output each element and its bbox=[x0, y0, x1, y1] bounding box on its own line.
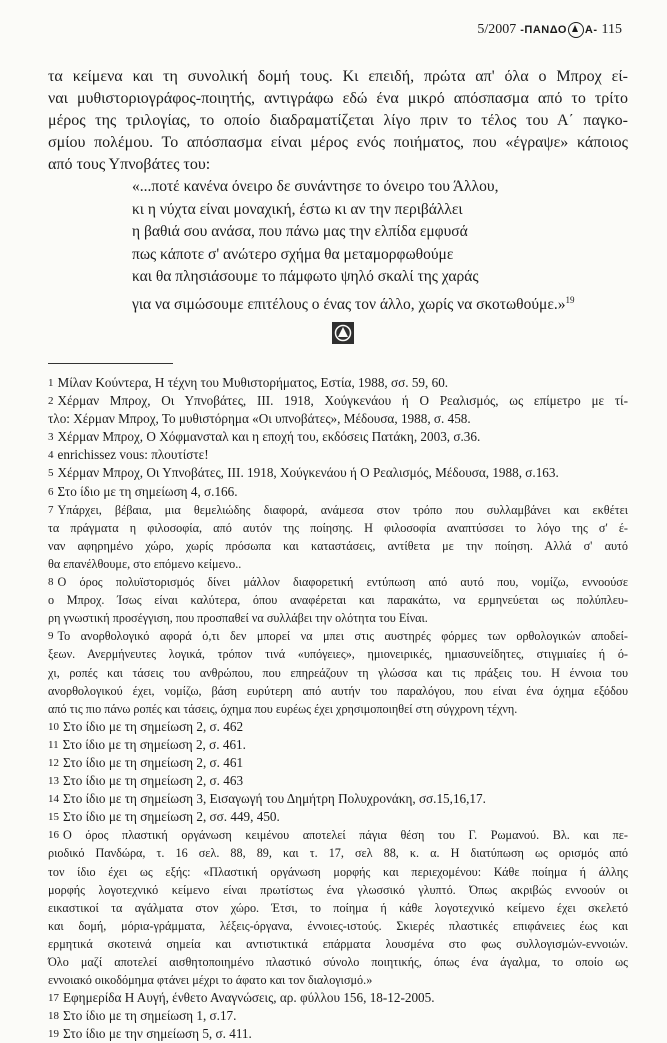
footnotes-list bbox=[48, 374, 628, 1043]
footnote-text: τλο: Χέρμαν Μπροχ, Το μυθιστόρημα «Οι υπνοβάτες», Μέδουσα, 1988, σ. 458. bbox=[48, 411, 471, 427]
footnote-line bbox=[48, 591, 628, 609]
footnote-text: Χέρμαν Μπροχ, Οι Υπνοβάτες, ΙΙΙ. 1918, Χούγκενάου ή Ο Ρεαλισμός, Μέδουσα, 1988, σ.163. bbox=[57, 465, 559, 481]
journal-title bbox=[520, 22, 597, 38]
footnote-line bbox=[48, 953, 628, 971]
running-header bbox=[477, 22, 622, 38]
footnote-item bbox=[48, 826, 628, 989]
footnote-number: 9 bbox=[48, 630, 54, 643]
footnote-line bbox=[48, 718, 628, 736]
footnote-line bbox=[48, 609, 628, 627]
footnote-text: Μίλαν Κούντερα, Η τέχνη του Μυθιστορήματος, Εστία, 1988, σσ. 59, 60. bbox=[57, 375, 449, 390]
footnote-text: και δομή, μόρια-γράμματα, λέξεις-όργανα, έννοιες-ιστούς. Σκιερές πλαστικές επιφάνειες έως και bbox=[48, 918, 628, 933]
footnote-text: Υπάρχει, βέβαια, μια θεμελιώδης διαφορά, ανάμεσα στον τρόπο που συλλαμβάνει και εκθέτει bbox=[57, 502, 628, 517]
footnote-number: 8 bbox=[48, 576, 54, 589]
footnote-item bbox=[48, 627, 628, 717]
footnote-line bbox=[48, 826, 628, 844]
footnote-number: 15 bbox=[48, 811, 59, 824]
footnote-line bbox=[48, 881, 628, 899]
paragraph-line: ναι μυθιστοριογράφος-ποιητής, αντιγράφω εδώ ένα μικρό απόσπασμα από το τρίτο bbox=[48, 90, 628, 107]
footnote-line bbox=[48, 519, 628, 537]
footnote-text: Εφημερίδα Η Αυγή, ένθετο Αναγνώσεις, αρ. φύλλου 156, 18-12-2005. bbox=[63, 990, 435, 1006]
paragraph-line: σμίου πολέμου. Το απόσπασμα είναι μέρος ενός ποιήματος, που «έγραψε» κάποιος bbox=[48, 134, 628, 151]
footnote-number: 6 bbox=[48, 485, 54, 498]
footnote-line bbox=[48, 863, 628, 881]
footnote-number: 7 bbox=[48, 503, 54, 516]
quote-line: για να σιμώσουμε επιτέλους ο ένας τον άλλο, χωρίς να σκοτωθούμε.» bbox=[132, 295, 566, 313]
journal-title-left: -ΠΑΝΔΟ bbox=[520, 24, 567, 36]
footnote-item bbox=[48, 446, 628, 464]
footnote-text: τον ίδιο έχει ως εξής: «Πλαστική οργάνωση μορφής και περιεχομένου: Κάθε ποίημα ή άλλης bbox=[48, 864, 628, 879]
footnote-line bbox=[48, 645, 628, 663]
issue-number: 5/2007 bbox=[477, 22, 517, 37]
footnote-text: εικαστικοί τα αγάλματα στον χώρο. Έτσι, το ποίημα ή κάθε λογοτεχνικό κείμενο έχει σκελετό bbox=[48, 900, 628, 915]
footnote-item bbox=[48, 428, 628, 446]
footnote-line bbox=[48, 736, 628, 754]
footnote-item bbox=[48, 790, 628, 808]
footnote-item bbox=[48, 989, 628, 1007]
footnote-line bbox=[48, 682, 628, 700]
footnote-number: 19 bbox=[48, 1028, 59, 1041]
footnote-item bbox=[48, 464, 628, 482]
footnote-text: ο Μπροχ. Ίσως είναι καλύτερα, όπου αναφέρεται και παρακάτω, να ερμηνεύεται ως πολύπλευ- bbox=[48, 593, 628, 608]
footnote-text: μορφής λογοτεχνικό κείμενο είναι πρωτίστως ένα γλωσσικό γλυπτό. Όπως ακριβώς εννοούν οι bbox=[48, 882, 628, 897]
footnote-number: 14 bbox=[48, 793, 59, 806]
footnote-number: 11 bbox=[48, 738, 59, 751]
footnote-text: τα πράγματα η φιλοσοφία, από αυτόν της ποίησης. Η φιλοσοφία αναπτύσσει το λόγο της σ' έ- bbox=[48, 520, 628, 535]
footnote-text: από τις πιο πάνω ροπές και τάσεις, όχημα που ευρέως έχει χρησιμοποιηθεί στη σύγχρονη τέχνη. bbox=[48, 701, 518, 716]
quote-line: πως κάποτε σ' ανώτερο σχήμα θα μεταμορφωθούμε bbox=[132, 245, 454, 263]
footnote-text: χι, ροπές και τάσεις του ανθρώπου, που επηρεάζουν τη γλώσσα και τις πράξεις του. Η έννοια του bbox=[48, 665, 628, 680]
quote-line: «...ποτέ κανένα όνειρο δε συνάντησε το όνειρο του Άλλου, bbox=[132, 178, 499, 195]
footnote-text: Το ανορθολογικό αφορά ό,τι δεν μπορεί να μπει στις αυστηρές φόρμες των ορθολογικών αποδεί- bbox=[57, 629, 628, 644]
footnote-number: 13 bbox=[48, 775, 59, 788]
footnote-item bbox=[48, 808, 628, 826]
footnote-text: ναν αφηρημένο χώρο, χωρίς πρόσωπα και καταστάσεις, αντίθετα με την ποίηση. Αλλά σ' αυτό bbox=[48, 538, 628, 553]
footnote-line bbox=[48, 410, 628, 428]
footnote-number: 3 bbox=[48, 431, 54, 444]
footnote-ref: 19 bbox=[565, 294, 575, 305]
footnote-line bbox=[48, 428, 628, 446]
footnote-number: 18 bbox=[48, 1010, 59, 1023]
footnote-text: Στο ίδιο με τη σημείωση 2, σ. 462 bbox=[63, 718, 244, 734]
footnote-text: ανορθολογικού έχει, νομίζω, βάση ευρύτερη από αυτήν του παραλόγου, που είναι ένα όχημα εξόδου bbox=[48, 683, 628, 698]
footnote-number: 12 bbox=[48, 756, 59, 769]
footnote-text: Στο ίδιο με τη σημείωση 2, σ. 461 bbox=[63, 754, 244, 770]
footnote-text: Στο ίδιο με τη σημείωση 3, Εισαγωγή του Δημήτρη Πολυχρονάκη, σσ.15,16,17. bbox=[63, 791, 486, 807]
footnote-line bbox=[48, 627, 628, 645]
footnote-item bbox=[48, 736, 628, 754]
footnote-line bbox=[48, 664, 628, 682]
footnote-line bbox=[48, 1007, 628, 1025]
footnote-text: ρη γνωστική προσέγγιση, που προσπαθεί να συλλάβει την ολότητα του Είναι. bbox=[48, 611, 428, 626]
footnote-line bbox=[48, 700, 628, 718]
footnote-line bbox=[48, 392, 628, 410]
footnote-item bbox=[48, 483, 628, 501]
footnote-text: Στο ίδιο με τη σημείωση 2, σ. 463 bbox=[63, 773, 244, 789]
footnote-text: Στο ίδιο με τη σημείωση 2, σ. 461. bbox=[62, 736, 246, 752]
footnote-item bbox=[48, 392, 628, 428]
footnote-number: 10 bbox=[48, 720, 59, 733]
footnote-line bbox=[48, 989, 628, 1007]
footnote-number: 1 bbox=[48, 377, 54, 389]
footnote-line bbox=[48, 483, 628, 501]
footnote-text: enrichissez vous: πλουτίστε! bbox=[57, 447, 209, 463]
quote-line-last bbox=[132, 289, 628, 317]
paragraph-line: τα κείμενα και τη συνολική δομή τους. Κι επειδή, πρώτα απ' όλα ο Μπροχ εί- bbox=[48, 68, 628, 85]
footnote-line bbox=[48, 917, 628, 935]
footnote-number: 2 bbox=[48, 395, 54, 408]
footnote-text: ξεων. Ανερμήνευτες λογικά, τρόπον τινά «υπόγειες», ημιονειρικές, ημιασυνείδητες, στιγμιαίες ή ό- bbox=[48, 647, 628, 662]
footnote-line bbox=[48, 971, 628, 989]
footnote-text: Ο όρος πλαστική οργάνωση κειμένου αποτελεί πάγια θέση του Γ. Ρωμανού. Βλ. και πε- bbox=[63, 828, 628, 843]
footnote-line bbox=[48, 844, 628, 862]
footnote-number: 17 bbox=[48, 992, 59, 1005]
quote-line: και θα πλησιάσουμε το πάμφωτο ψηλό σκαλί της χαράς bbox=[132, 268, 479, 285]
footnote-line bbox=[48, 501, 628, 519]
footnote-item bbox=[48, 772, 628, 790]
footnote-line bbox=[48, 772, 628, 790]
paragraph-line: μέρος της τριλογίας, το οποίο διαδραματίζεται λίγο πριν το τέλος του Α΄ παγκο- bbox=[48, 112, 628, 129]
footnote-text: ερμητικά σκοτεινά σημεία και αντιστικτικά επάρματα λουσμένα στο φως συλλογισμών-εννοιών. bbox=[48, 936, 628, 951]
footnote-item bbox=[48, 573, 628, 627]
footnote-text: Στο ίδιο με την σημείωση 5, σ. 411. bbox=[63, 1026, 252, 1042]
footnote-line bbox=[48, 374, 628, 392]
footnote-number: 16 bbox=[48, 829, 59, 842]
footnote-line bbox=[48, 935, 628, 953]
footnote-text: Στο ίδιο με τη σημείωση 1, σ.17. bbox=[63, 1008, 237, 1024]
footnote-line bbox=[48, 537, 628, 555]
ornament-logo-icon bbox=[332, 322, 354, 344]
footnote-text: ριοδικό Πανδώρα, τ. 16 σελ. 88, 89, και τ. 17, σελ 88, κ. α. Η διατύπωση ως ορισμός από bbox=[48, 846, 628, 861]
quote-line: κι η νύχτα είναι μοναχική, έστω κι αν την περιβάλλει bbox=[132, 200, 463, 218]
footnote-item bbox=[48, 754, 628, 772]
footnote-item bbox=[48, 1025, 628, 1043]
poem-quote bbox=[132, 176, 628, 316]
footnote-item bbox=[48, 718, 628, 736]
footnote-line bbox=[48, 899, 628, 917]
journal-title-right: Α- bbox=[584, 24, 598, 36]
footnote-divider bbox=[48, 363, 173, 364]
footnote-number: 4 bbox=[48, 449, 54, 462]
footnote-text: θα επανέλθουμε, στο επόμενο κείμενο.. bbox=[48, 556, 242, 571]
footnote-text: Ο όρος πολυϊστορισμός δίνει μάλλον διαφορετική εντύπωση από αυτό που, νομίζω, εννοούσε bbox=[57, 575, 628, 590]
journal-logo-icon bbox=[568, 22, 584, 38]
footnote-text: Όλο μαζί αποτελεί αισθητοποιημένο πλαστικό σύνολο ποιητικής, όπως ένα άγαλμα, το οποίο ως bbox=[48, 955, 628, 969]
body-paragraph bbox=[48, 66, 628, 176]
footnote-line bbox=[48, 790, 628, 808]
footnote-line bbox=[48, 1025, 628, 1043]
paragraph-line: από τους Υπνοβάτες του: bbox=[48, 156, 211, 173]
footnote-line bbox=[48, 754, 628, 772]
page-number: 115 bbox=[601, 22, 622, 37]
footnote-number: 5 bbox=[48, 467, 54, 480]
quote-line: η βαθιά σου ανάσα, που πάνω μας την ελπίδα εμφυσά bbox=[132, 223, 468, 240]
footnote-line bbox=[48, 808, 628, 826]
footnote-text: Χέρμαν Μπροχ, Ο Χόφμανσταλ και η εποχή του, εκδόσεις Πατάκη, 2003, σ.36. bbox=[57, 429, 481, 445]
footnote-line bbox=[48, 464, 628, 482]
footnote-line bbox=[48, 555, 628, 573]
footnote-item bbox=[48, 1007, 628, 1025]
footnote-line bbox=[48, 573, 628, 591]
footnote-line bbox=[48, 446, 628, 464]
footnote-item bbox=[48, 501, 628, 573]
journal-page bbox=[48, 0, 628, 1042]
footnote-text: Στο ίδιο με τη σημείωση 4, σ.166. bbox=[57, 483, 238, 499]
footnote-text: Στο ίδιο με τη σημείωση 2, σσ. 449, 450. bbox=[63, 809, 280, 825]
footnote-text: εννοιακό οικοδόμημα φτάνει μέχρι το άφατο και τον διαλογισμό.» bbox=[48, 973, 373, 988]
footnote-text: Χέρμαν Μπροχ, Οι Υπνοβάτες, ΙΙΙ. 1918, Χούγκενάου ή Ο Ρεαλισμός, ως επίμετρο με τί- bbox=[57, 393, 628, 409]
footnote-item bbox=[48, 374, 628, 392]
